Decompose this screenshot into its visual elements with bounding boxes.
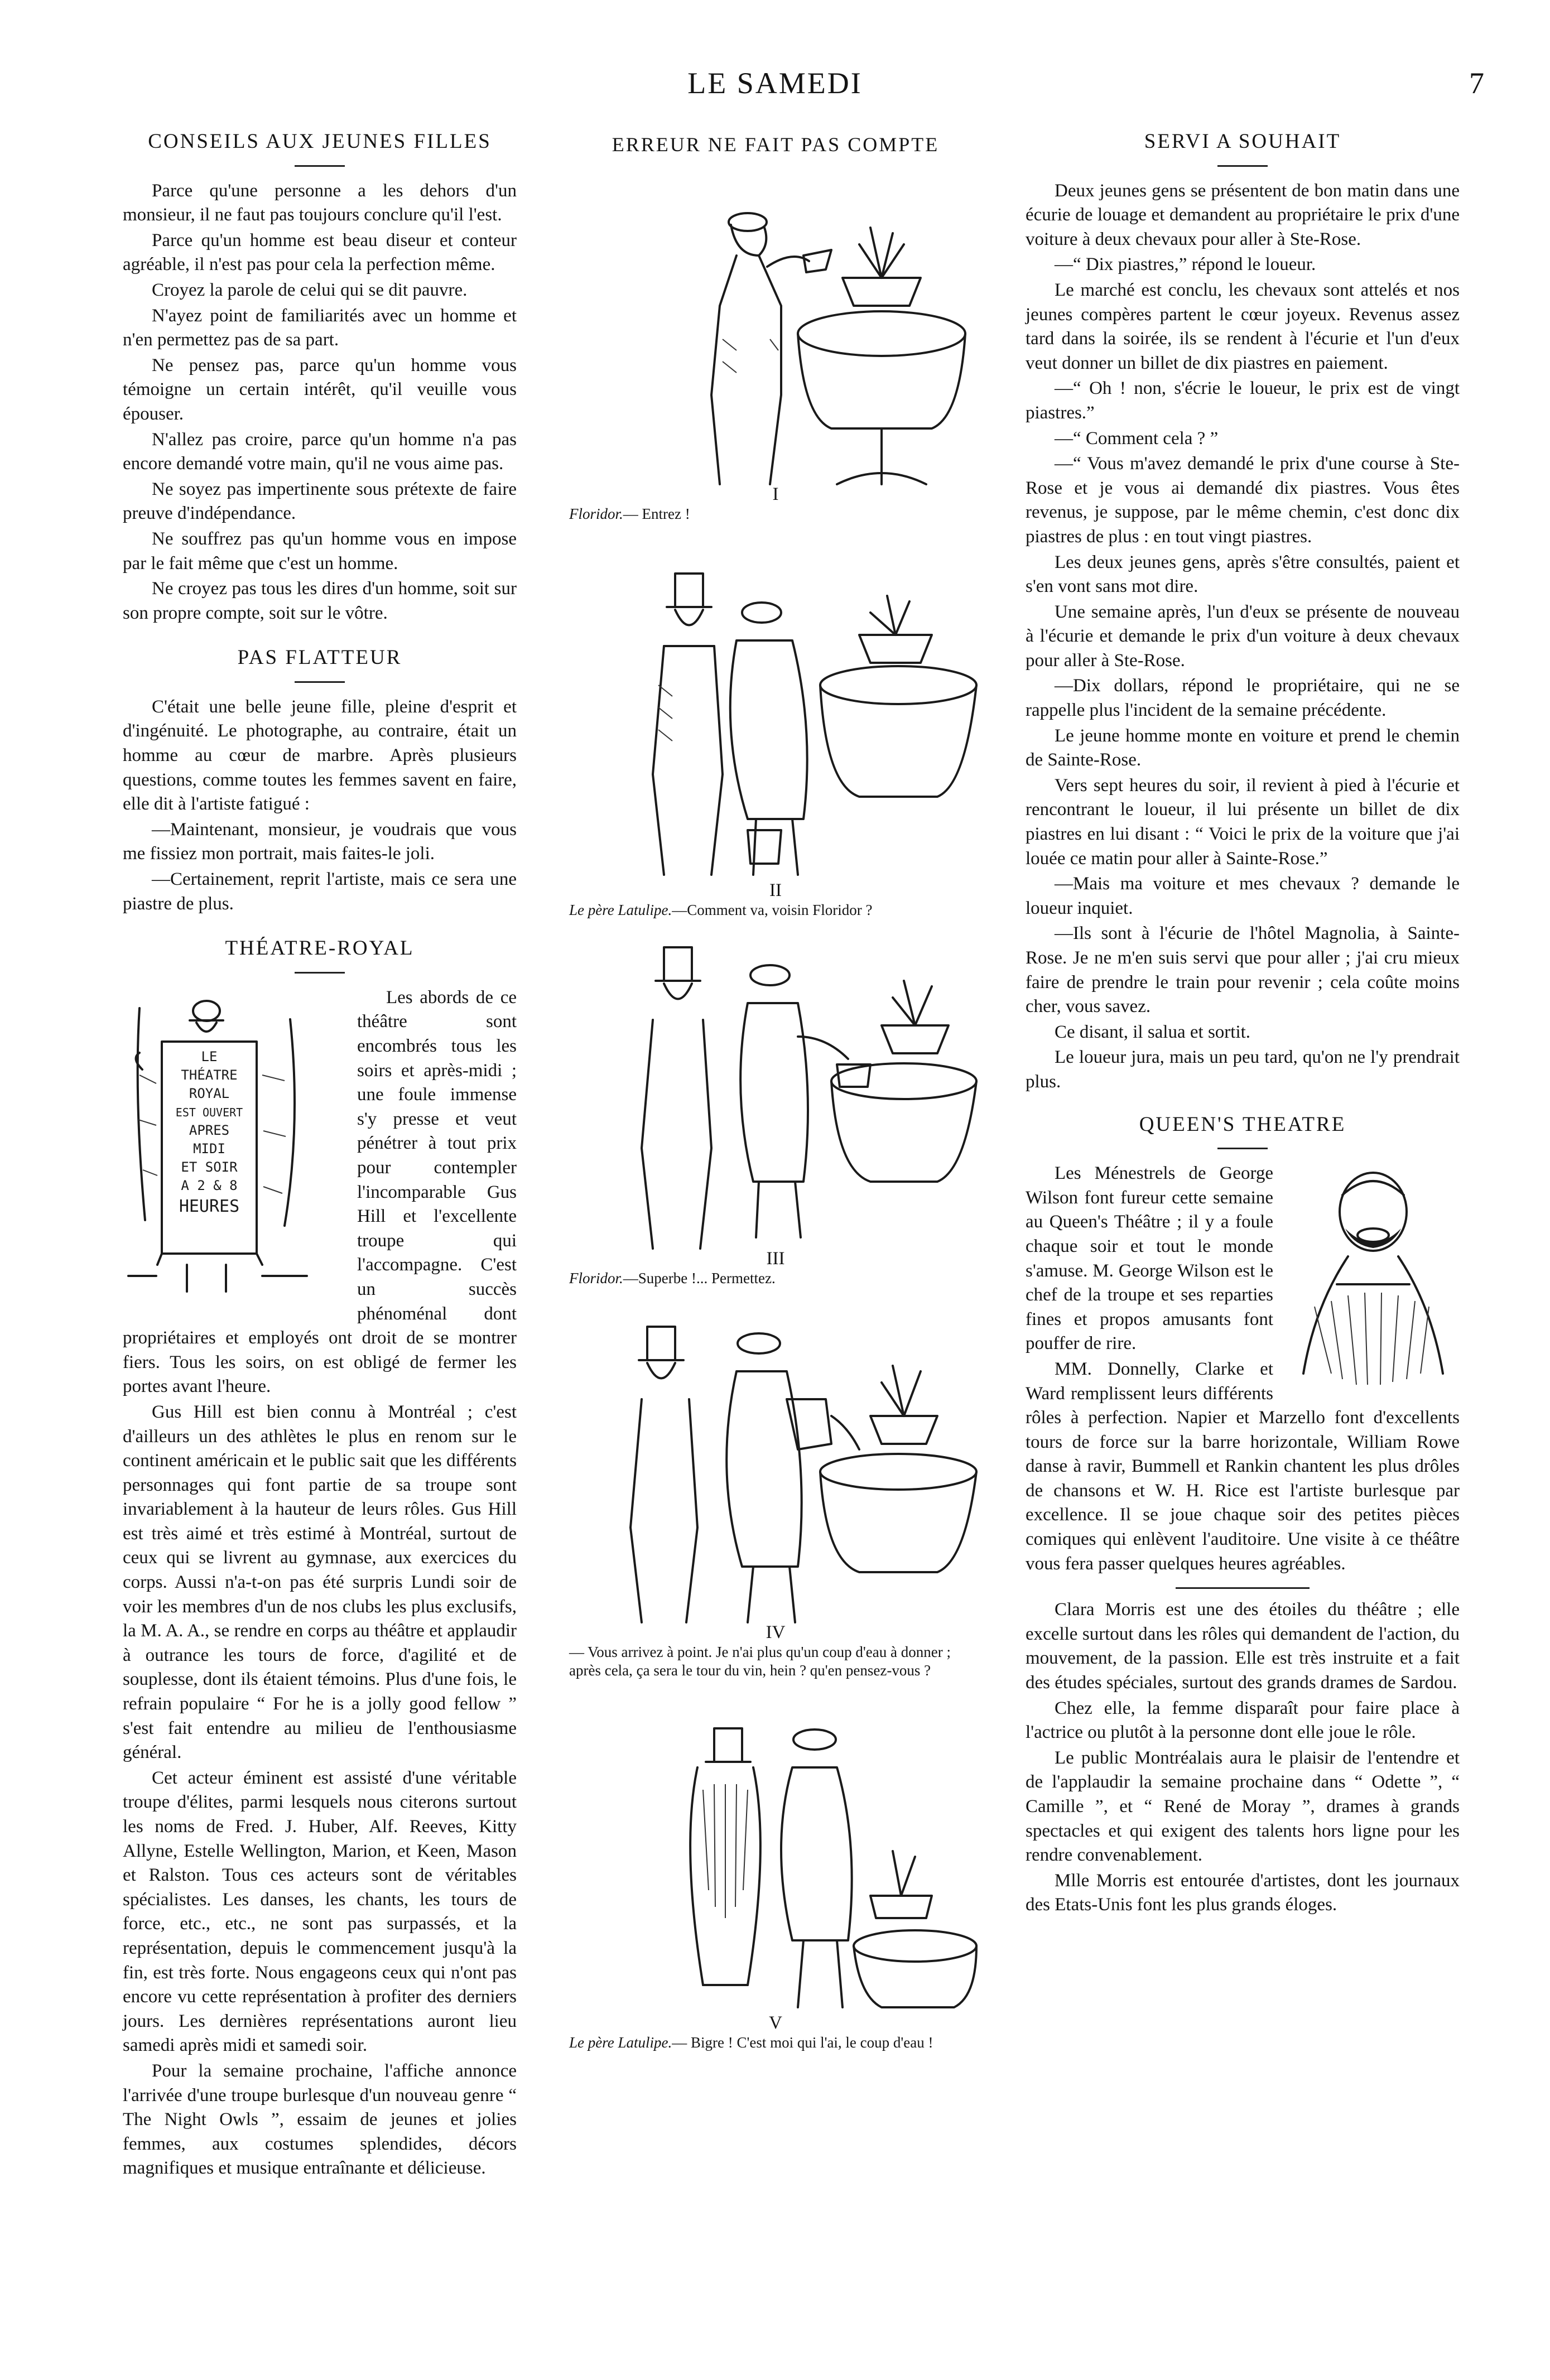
caption-text: — Vous arrivez à point. Je n'ai plus qu'un coup d'eau à donner ; après cela, ça sera le tour du vin, hein ? qu'en pensez-vous ? [569,1644,951,1679]
comic-panel-3 [569,936,982,1288]
paragraph: Vers sept heures du soir, il revient à pied à l'écurie et rencontrant le loueur, il lui présente un billet de dix piastres en lui disant : “ Voici le prix de la voiture que j'ai louée ce matin pour aller à Sainte-Rose.” [1026,775,1460,869]
section-rule [295,972,345,974]
paragraph: Ne croyez pas tous les dires d'un homme, soit sur son propre compte, soit sur le vôtre. [123,579,517,623]
paragraph: Ne souffrez pas qu'un homme vous en impose par le fait même que c'est un homme. [123,528,517,574]
panel-numeral: I [772,484,779,504]
column-left [123,129,517,2182]
paragraph: —Mais ma voiture et mes chevaux ? demande le loueur inquiet. [1026,874,1460,918]
panel-caption [569,1643,982,1680]
paragraph: —Certainement, reprit l'artiste, mais ce sera une piastre de plus. [123,869,517,914]
poster-line: THÉATRE [181,1067,238,1083]
section-title-conseils: CONSEILS AUX JEUNES FILLES [148,130,492,153]
section-servi-a-souhait [1026,179,1460,1095]
comic-panel-2 [569,562,982,919]
paragraph: Cet acteur éminent est assisté d'une véritable troupe d'élites, parmi lesquels nous citerons surtout les noms de Fred. J. Huber, Alf. Reeves, Kitty Allyne, Estelle Wellington, Marion, et Keen, Mason et Ralston. Tous ces acteurs sont de véritables spécialistes. Les danses, les chants, les tours de force, etc., etc., ne sont pas surpassés, et la représentation, depuis le commencement jusqu'à la fin, est très forte. Nous engageons ceux qui n'ont pas encore vu cette représentation à profiter des derniers jours. Les dernières représentations auront lieu samedi après midi et samedi soir. [123,1767,517,2056]
section-clara-morris [1026,1598,1460,1918]
section-pas-flatteur [123,695,517,916]
section-conseils [123,179,517,626]
comic-panel-4 [569,1304,982,1680]
panel-caption [569,1269,982,1288]
panel-5-drawing [569,1706,982,2018]
section-rule [1217,1148,1268,1149]
section-title-servi: SERVI A SOUHAIT [1144,130,1341,153]
poster-line: MIDI [193,1140,225,1157]
caption-speaker: Le père Latulipe. [569,2034,672,2051]
section-title-pas-flatteur: PAS FLATTEUR [237,646,402,669]
sandwich-man-illustration [123,986,346,1298]
panel-numeral: III [766,1249,785,1269]
paragraph: Le public Montréalais aura le plaisir de l'entendre et de l'applaudir la semaine prochaine dans “ Odette ”, “ Camille ”, et “ René de Moray ”, drames à grands spectacles et qui exigent des talents hors ligne pour les rendre convenablement. [1026,1747,1460,1866]
panel-numeral: IV [766,1622,786,1642]
column-right [1026,129,1460,1919]
panel-3-drawing [569,936,982,1254]
paragraph: N'allez pas croire, parce qu'un homme n'a pas encore demandé votre main, qu'il ne vous aime pas. [123,429,517,474]
paragraph: —Dix dollars, répond le propriétaire, qui ne se rappelle plus l'incident de la semaine précédente. [1026,676,1460,721]
poster-line: LE [201,1048,218,1064]
section-separator [1176,1587,1310,1589]
panel-2-drawing [569,562,982,886]
paragraph: Ne soyez pas impertinente sous prétexte de faire preuve d'indépendance. [123,479,517,524]
paragraph: MM. Donnelly, Clarke et Ward remplissent leurs différents rôles à perfection. Napier et Marzello font d'excellents tours de force sur la barre horizontale, William Rowe danse à ravir, Bummell et Rankin chantent les plus drôles de chansons et W. H. Rice est l'artiste burlesque par excellence. Il se joue chaque soir des petites pièces comiques qui enlèvent l'auditoire. Une visite à ce théâtre vous fera passer quelques heures agréables. [1026,1358,1460,1574]
panel-numeral: II [769,880,782,900]
paragraph: Croyez la parole de celui qui se dit pauvre. [152,280,468,300]
paragraph: Le loueur jura, mais un peu tard, qu'on ne l'y prendrait plus. [1026,1047,1460,1092]
paragraph: Parce qu'un homme est beau diseur et conteur agréable, il n'est pas pour cela la perfection même. [123,230,517,275]
panel-caption [569,2034,982,2052]
caption-text: — Bigre ! C'est moi qui l'ai, le coup d'eau ! [672,2034,933,2051]
panel-caption [569,901,982,919]
comic-panel-1 [569,172,982,523]
masthead [0,66,1550,110]
paragraph: —Ils sont à l'écurie de l'hôtel Magnolia, à Sainte-Rose. Je ne m'en suis servi que pour aller ; j'ai cru mieux faire de prendre le train pour revenir ; cela coûte moins cher, vous savez. [1026,923,1460,1017]
section-queens-theatre [1026,1162,1460,1577]
poster-line: A 2 & 8 [181,1177,238,1193]
paragraph: Chez elle, la femme disparaît pour faire place à l'actrice ou plutôt à la personne dont elle joue le rôle. [1026,1698,1460,1743]
panel-caption [569,505,982,523]
panel-4-drawing [569,1304,982,1628]
panel-numeral: V [769,2013,782,2033]
poster-line: ET SOIR [181,1159,238,1175]
newspaper-title: LE SAMEDI [687,66,863,100]
paragraph: Le marché est conclu, les chevaux sont attelés et nos jeunes compères partent le cœur joyeux. Revenus assez tard dans la soirée, ils se rendent à l'écurie et l'un d'eux veut donner un billet de dix piastres en paiement. [1026,280,1460,373]
minstrel-illustration [1281,1162,1460,1396]
caption-text: — Entrez ! [623,505,690,522]
paragraph: Ne pensez pas, parce qu'un homme vous témoigne un certain intérêt, qu'il veuille vous épouser. [123,355,517,424]
comic-title: ERREUR NE FAIT PAS COMPTE [612,133,940,156]
caption-speaker: Floridor. [569,505,623,522]
page-number: 7 [1469,66,1484,100]
caption-text: —Comment va, voisin Floridor ? [672,902,873,918]
paragraph: Les Ménestrels de George Wilson font fureur cette semaine au Queen's Théâtre ; il y a foule chaque soir et tout le monde s'amuse. M. George Wilson est le chef de la troupe et ses reparties fines et propos amusants font pouffer de rire. [1026,1163,1273,1354]
section-rule [295,681,345,683]
paragraph: —Maintenant, monsieur, je voudrais que vous me fissiez mon portrait, mais faites-le joli. [123,819,517,864]
section-rule [295,165,345,167]
panel-1-drawing [569,172,982,507]
paragraph: Mlle Morris est entourée d'artistes, dont les journaux des Etats-Unis font les plus grands éloges. [1026,1870,1460,1915]
paragraph: Pour la semaine prochaine, l'affiche annonce l'arrivée d'une troupe burlesque d'un nouveau genre “ The Night Owls ”, essaim de jeunes et jolies femmes, aux costumes splendides, décors magnifiques et musique entraînante et délicieuse. [123,2060,517,2179]
paragraph: Les deux jeunes gens, après s'être consultés, paient et s'en vont sans mot dire. [1026,552,1460,597]
paragraph: Deux jeunes gens se présentent de bon matin dans une écurie de louage et demandent au propriétaire le prix d'une voiture à deux chevaux pour aller à Ste-Rose. [1026,180,1460,249]
poster-line: HEURES [179,1196,240,1216]
section-title-theatre-royal: THÉATRE-ROYAL [225,937,415,960]
paragraph: Clara Morris est une des étoiles du théâtre ; elle excelle surtout dans les rôles qui demandent de l'action, du mouvement, de la passion. Elle est très instruite et a fait des études spéciales, surtout des grands drames de Sardou. [1026,1599,1460,1693]
section-theatre-royal [123,986,517,2181]
section-rule [1217,165,1268,167]
poster-line: EST OUVERT [175,1105,243,1119]
paragraph: Les abords de ce théâtre sont encombrés tous les soirs et après-midi ; une foule immense s'y presse et veut pénétrer à tout prix pour contempler l'incomparable Gus Hill et l'excellente troupe qui l'accompagne. C'est un succès phénoménal dont propriétaires et employés ont droit de se montrer fiers. Tous les soirs, on est obligé de fermer les portes avant l'heure. [123,987,517,1397]
paragraph: —“ Comment cela ? ” [1055,428,1219,449]
column-middle-comic [569,133,982,2051]
caption-speaker: Floridor. [569,1270,623,1287]
paragraph: Une semaine après, l'un d'eux se présente de nouveau à l'écurie et demande le prix d'un voiture à deux chevaux pour aller à Ste-Rose. [1026,601,1460,671]
comic-panel-5 [569,1706,982,2052]
caption-text: —Superbe !... Permettez. [623,1270,776,1287]
paragraph: N'ayez point de familiarités avec un homme et n'en permettez pas de sa part. [123,305,517,350]
caption-speaker: Le père Latulipe. [569,902,672,918]
paragraph: Gus Hill est bien connu à Montréal ; c'est d'ailleurs un des athlètes le plus en renom sur le continent américain et le public sait que les différents personnages qui font partie de sa troupe sont invariablement à la hauteur de leurs rôles. Gus Hill est très aimé et très estimé à Montréal, surtout de ceux qui se livrent au gymnase, aux exercices du corps. Aussi n'a-t-on pas été surpris Lundi soir de voir les membres d'un de nos clubs les plus exclusifs, la M. A. A., se rendre en corps au théâtre et applaudir à outrance les tours de force, d'agilité et de souplesse, dont ils étaient témoins. Plus d'une fois, le refrain populaire “ For he is a jolly good fellow ” s'est fait entendre au milieu de l'enthousiasme général. [123,1401,517,1763]
paragraph: —“ Dix piastres,” répond le loueur. [1055,254,1316,275]
paragraph: Parce qu'une personne a les dehors d'un monsieur, il ne faut pas toujours conclure qu'il l'est. [123,180,517,225]
paragraph: Ce disant, il salua et sortit. [1055,1022,1251,1042]
poster-line: APRES [189,1122,230,1138]
paragraph: —“ Vous m'avez demandé le prix d'une course à Ste-Rose et je vous ai demandé dix piastres. Vous êtes revenus, je suppose, par le même chemin, c'est donc dix piastres de plus : en tout vingt piastres. [1026,454,1460,547]
section-title-queens: QUEEN'S THEATRE [1139,1112,1346,1136]
paragraph: —“ Oh ! non, s'écrie le loueur, le prix est de vingt piastres.” [1026,378,1460,423]
paragraph: C'était une belle jeune fille, pleine d'esprit et d'ingénuité. Le photographe, au contraire, était un homme au cœur de marbre. Après plusieurs questions, comme toutes les femmes savent en faire, elle dit à l'artiste fatigué : [123,696,517,815]
paragraph: Le jeune homme monte en voiture et prend le chemin de Sainte-Rose. [1026,725,1460,770]
poster-line: ROYAL [189,1085,230,1101]
